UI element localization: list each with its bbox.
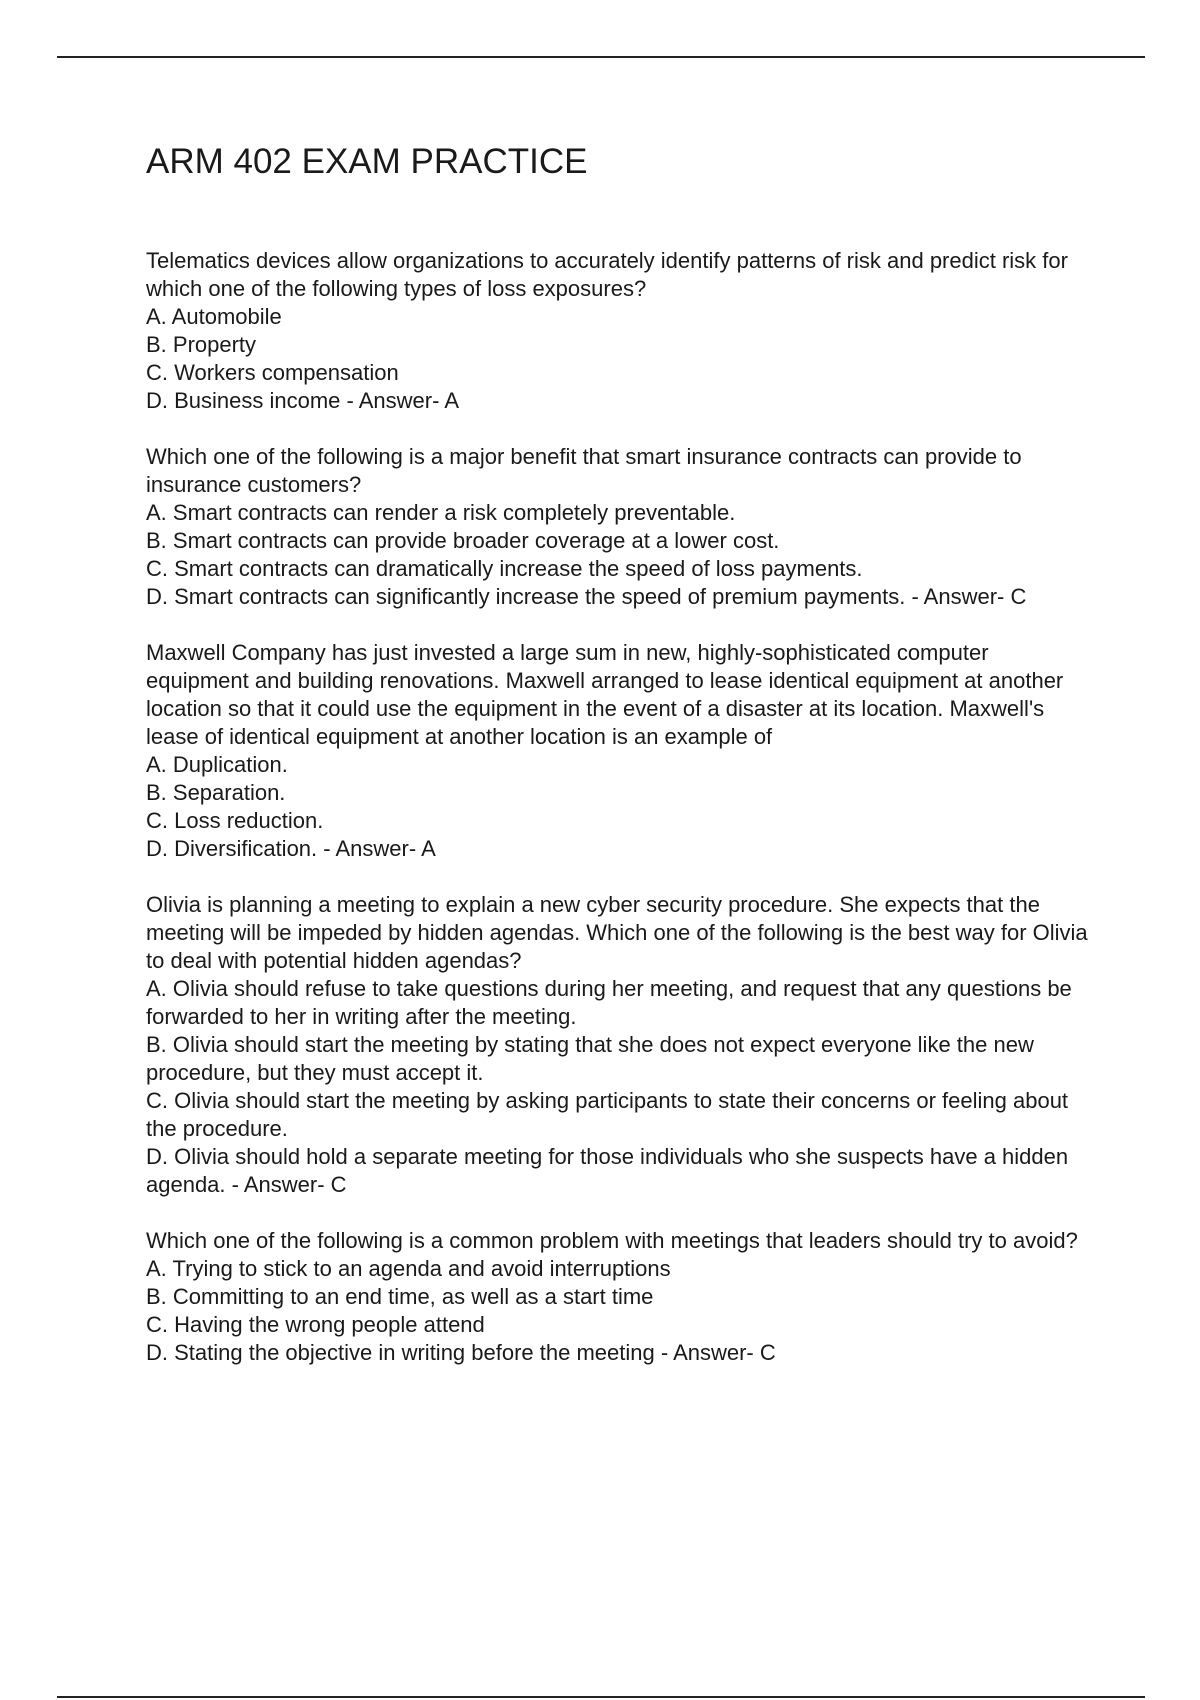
option-c: C. Smart contracts can dramatically increase the speed of loss payments.	[146, 556, 863, 581]
question-text: Olivia is planning a meeting to explain a new cyber security procedure. She expects that the meeting will be impeded by hidden agendas. Which one of the following is the best way for Olivia to deal with potential hidden agendas?	[146, 892, 1088, 973]
option-b: B. Committing to an end time, as well as a start time	[146, 1284, 654, 1309]
option-d: D. Olivia should hold a separate meeting for those individuals who she suspects have a hidden agenda. - Answer- C	[146, 1144, 1069, 1197]
document-title: ARM 402 EXAM PRACTICE	[146, 142, 588, 181]
option-b: B. Separation.	[146, 780, 286, 805]
option-c: C. Olivia should start the meeting by asking participants to state their concerns or feeling about the procedure.	[146, 1088, 1069, 1141]
question-text: Telematics devices allow organizations to accurately identify patterns of risk and predict risk for which one of the following types of loss exposures?	[146, 248, 1068, 301]
option-d: D. Smart contracts can significantly increase the speed of premium payments. - Answer- C	[146, 584, 1027, 609]
option-d: D. Stating the objective in writing before the meeting - Answer- C	[146, 1340, 776, 1365]
option-a: A. Trying to stick to an agenda and avoid interruptions	[146, 1256, 671, 1281]
option-d: D. Diversification. - Answer- A	[146, 836, 436, 861]
option-d: D. Business income - Answer- A	[146, 388, 460, 413]
option-c: C. Loss reduction.	[146, 808, 324, 833]
question-block-1	[146, 247, 1096, 415]
document-body	[146, 140, 1096, 1395]
question-block-4	[146, 891, 1096, 1199]
option-a: A. Automobile	[146, 304, 282, 329]
option-a: A. Smart contracts can render a risk completely preventable.	[146, 500, 736, 525]
question-text: Which one of the following is a common problem with meetings that leaders should try to avoid?	[146, 1228, 1078, 1253]
top-rule	[57, 56, 1145, 58]
bottom-rule	[57, 1696, 1145, 1698]
option-c: C. Workers compensation	[146, 360, 399, 385]
option-b: B. Property	[146, 332, 257, 357]
question-text: Maxwell Company has just invested a large sum in new, highly-sophisticated computer equipment and building renovations. Maxwell arranged to lease identical equipment at another location so that it could use the equipment in the event of a disaster at its location. Maxwell's lease of identical equipment at another location is an example of	[146, 640, 1064, 749]
question-block-3	[146, 639, 1096, 863]
question-block-2	[146, 443, 1096, 611]
option-a: A. Duplication.	[146, 752, 288, 777]
question-text: Which one of the following is a major benefit that smart insurance contracts can provide to insurance customers?	[146, 444, 1022, 497]
option-b: B. Olivia should start the meeting by stating that she does not expect everyone like the new procedure, but they must accept it.	[146, 1032, 1034, 1085]
option-b: B. Smart contracts can provide broader coverage at a lower cost.	[146, 528, 780, 553]
option-a: A. Olivia should refuse to take questions during her meeting, and request that any questions be forwarded to her in writing after the meeting.	[146, 976, 1072, 1029]
question-block-5	[146, 1227, 1096, 1367]
option-c: C. Having the wrong people attend	[146, 1312, 485, 1337]
